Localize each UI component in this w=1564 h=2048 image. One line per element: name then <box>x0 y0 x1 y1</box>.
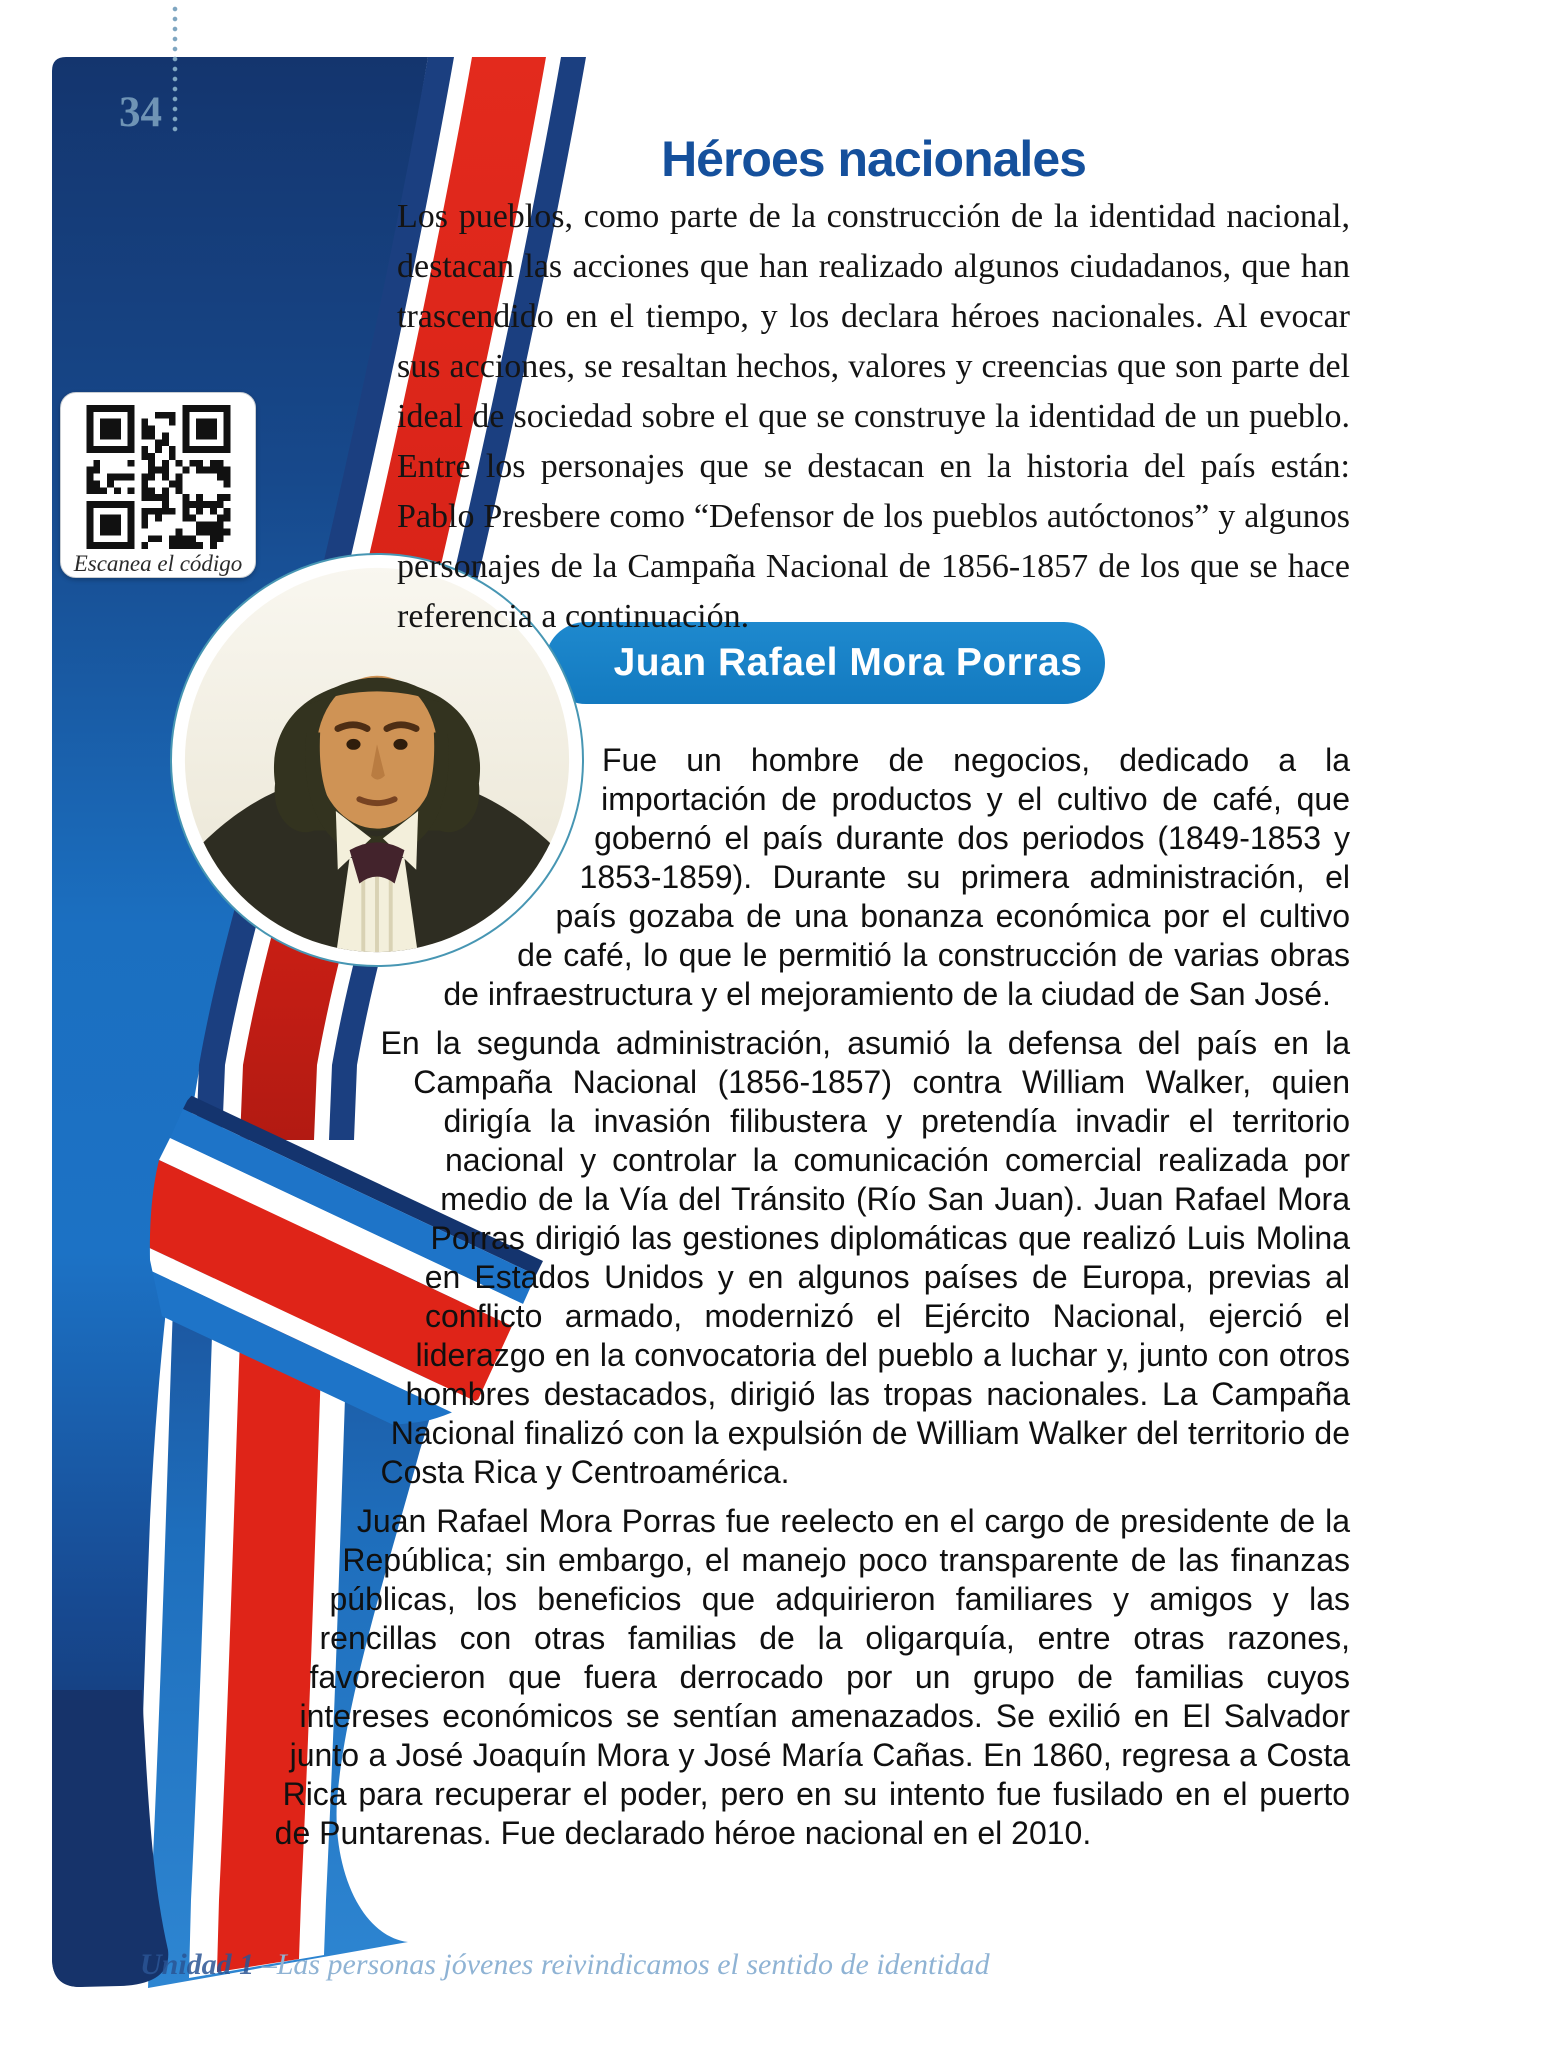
qr-card <box>60 392 256 578</box>
qr-code-icon <box>85 405 232 549</box>
footer-title: –Las personas jóvenes reivindicamos el sentido de identidad <box>261 1948 990 1981</box>
biography <box>50 741 1350 1992</box>
page-footer <box>140 1948 1240 1982</box>
bio-paragraph-2: En la segunda administración, asumió la defensa del país en la Campaña Nacional (1856-1857) contra William Walker, quien dirigía la invasión filibustera y pretendía invadir el territorio nacional y controlar la comunicación comercial realizada por medio de la Vía del Tránsito (Río San Juan). Juan Rafael Mora Porras dirigió las gestiones diplomáticas que realizó Luis Molina en Estados Unidos y en algunos países de Europa, previas al conflicto armado, modernizó el Ejército Nacional, ejerció el liderazgo en la convocatoria del pueblo a luchar y, junto con otros hombres destacados, dirigió las tropas nacionales. La Campaña Nacional finalizó con la expulsión de William Walker del territorio de Costa Rica y Centroamérica. <box>380 1025 1350 1490</box>
page-number: 34 <box>119 89 162 136</box>
profile-name: Juan Rafael Mora Porras <box>613 641 1083 684</box>
footer-unit: Unidad 1 <box>140 1948 262 1981</box>
article-title: Héroes nacionales <box>661 130 1086 187</box>
dotted-rule <box>172 4 178 136</box>
bio-paragraph-1: Fue un hombre de negocios, dedicado a la importación de productos y el cultivo de café, que gobernó el país durante dos periodos (1849-1853 y 1853-1859). Durante su primera administración, el país gozaba de una bonanza económica por el cultivo de café, lo que le permitió la construcción de varias obras de infraestructura y el mejoramiento de la ciudad de San José. <box>443 742 1350 1012</box>
intro-paragraph: Los pueblos, como parte de la construcción de la identidad nacional, destacan las acciones que han realizado algunos ciudadanos, que han trascendido en el tiempo, y los declara héroes nacionales. Al evocar sus acciones, se resaltan hechos, valores y creencias que son parte del ideal de sociedad sobre el que se construye la identidad de un pueblo. Entre los personajes que se destacan en la historia del país están: Pablo Presbere como “Defensor de los pueblos autóctonos” y algunos personajes de la Campaña Nacional de 1856-1857 de los que se hace referencia a continuación. <box>397 198 1350 635</box>
bio-paragraph-3: Juan Rafael Mora Porras fue reelecto en el cargo de presidente de la República; sin embargo, el manejo poco transparente de las finanzas públicas, los beneficios que adquirieron familiares y amigos y las rencillas con otras familias de la oligarquía, entre otras razones, favorecieron que fuera derrocado por un grupo de familias cuyos intereses económicos se sentían amenazados. Se exilió en El Salvador junto a José Joaquín Mora y José María Cañas. En 1860, regresa a Costa Rica para recuperar el poder, pero en su intento fue fusilado en el puerto de Puntarenas. Fue declarado héroe nacional en el 2010. <box>274 1503 1350 1851</box>
qr-caption: Escanea el código <box>73 551 243 576</box>
